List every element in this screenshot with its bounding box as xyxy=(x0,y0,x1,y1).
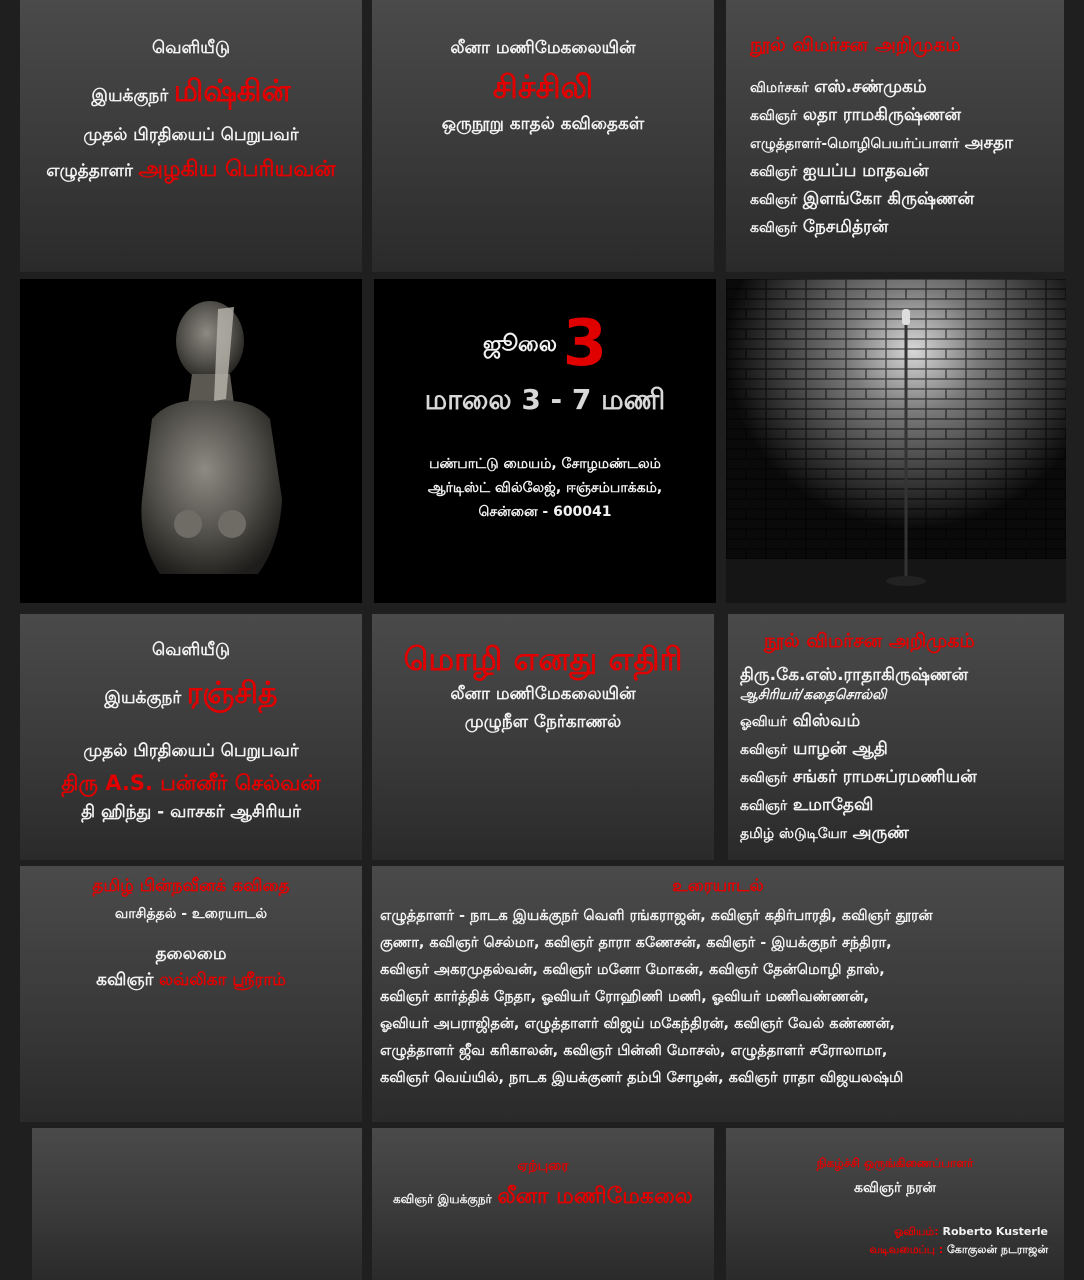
reviewer-prefix: விமர்சகர் xyxy=(750,80,809,96)
reviewer-name: விஸ்வம் xyxy=(792,711,861,731)
receiver-role: தி ஹிந்து - வாசகர் ஆசிரியர் xyxy=(81,802,301,822)
review-panel-2 xyxy=(728,614,1064,860)
reviewer-row xyxy=(740,739,1064,761)
release-label: வெளியீடு xyxy=(151,38,231,58)
reviewer-row xyxy=(750,105,1064,127)
chair-name: லவ்லிகா ஸ்ரீராம் xyxy=(159,970,286,990)
discussion-heading: உரையாடல் xyxy=(672,876,764,896)
review-heading-2: நூல் விமர்சன அறிமுகம் xyxy=(764,630,975,652)
reviewer-name: எஸ்.சண்முகம் xyxy=(814,77,927,97)
poetry-heading: தமிழ் பின்நவீனக் கவிதை xyxy=(92,876,290,896)
writer-line xyxy=(20,157,362,185)
book-title-2: மொழி எனது எதிரி xyxy=(403,640,683,678)
discussion-panel xyxy=(372,866,1064,1122)
acceptance-line xyxy=(372,1184,714,1212)
book-subtitle: ஒருநூறு காதல் கவிதைகள் xyxy=(441,114,645,134)
coordinator-panel xyxy=(726,1128,1064,1280)
discussion-line: கவிஞர் கார்த்திக் நேதா, ஓவியர் ரோஹிணி மணி, ஓவியர் மணிவண்ணன், xyxy=(380,989,870,1005)
release-panel-1 xyxy=(20,0,362,272)
credit-1 xyxy=(894,1225,1048,1240)
reviewer-name: ஐயப்ப மாதவன் xyxy=(802,161,929,181)
discussion-line: எழுத்தாளர் ஜீவ கரிகாலன், கவிஞர் பின்னி மோசஸ், எழுத்தாளர் சரோலாமா, xyxy=(380,1043,888,1059)
director-prefix: இயக்குநர் xyxy=(91,86,169,106)
first-copy-label: முதல் பிரதியைப் பெறுபவர் xyxy=(83,125,299,145)
poetry-reading-panel xyxy=(20,866,362,1122)
director-line xyxy=(20,74,362,113)
credit-2-label: வடிவமைப்பு : xyxy=(869,1243,944,1256)
reviewer-row xyxy=(740,795,1064,817)
credit-1-label: ஓவியம்: xyxy=(894,1225,939,1238)
venue-line-2: ஆர்டிஸ்ட் வில்லேஜ், ஈஞ்சம்பாக்கம், xyxy=(427,480,663,496)
discussion-line: எழுத்தாளர் - நாடக இயக்குநர் வெளி ரங்கராஜன், கவிஞர் கதிர்பாரதி, கவிஞர் தூரன் xyxy=(380,908,933,924)
venue-line-3: சென்னை - 600041 xyxy=(478,504,612,520)
reviewer-row xyxy=(740,823,1064,845)
credit-1-value: Roberto Kusterle xyxy=(942,1225,1048,1238)
writer-name: அழகிய பெரியவன் xyxy=(138,157,336,182)
reviewer-name: லதா ராமகிருஷ்ணன் xyxy=(802,105,961,125)
reviewer-row xyxy=(750,189,1064,211)
reviewer-first-role: ஆசிரியர்/கதைசொல்லி xyxy=(740,687,887,703)
reviewer-name: உமாதேவி xyxy=(792,795,874,815)
receiver-name: திரு A.S. பன்னீர் செல்வன் xyxy=(61,771,321,795)
venue-line-1: பண்பாட்டு மையம், சோழமண்டலம் xyxy=(429,456,661,472)
reviewer-prefix: கவிஞர் xyxy=(740,742,788,758)
book-subtitle-2: முழுநீள நேர்காணல் xyxy=(464,712,622,732)
book-byline-2: லீனா மணிமேகலையின் xyxy=(450,684,636,704)
coordinator-heading: நிகழ்ச்சி ஒருங்கிணைப்பாளர் xyxy=(816,1156,974,1170)
reviewer-name: அசதா xyxy=(964,133,1014,153)
reviewer-first-name: திரு.கே.எஸ்.ராதாகிருஷ்ணன் xyxy=(740,665,968,685)
release-panel-2 xyxy=(20,614,362,860)
reviewer-prefix: கவிஞர் xyxy=(750,192,798,208)
writer-prefix: எழுத்தாளர் xyxy=(46,161,133,181)
stone-figure-image xyxy=(20,279,362,603)
reviewer-name: நேசமித்ரன் xyxy=(802,217,889,237)
discussion-line: கவிஞர் வெய்யில், நாடக இயக்குனர் தம்பி சோழன், கவிஞர் ராதா விஜயலஷ்மி xyxy=(380,1070,904,1086)
acceptance-prefix: கவிஞர் இயக்குநர் xyxy=(392,1192,492,1206)
reviewer-row xyxy=(750,217,1064,239)
credit-2 xyxy=(869,1243,1048,1258)
coordinator-name: கவிஞர் நரன் xyxy=(854,1180,936,1196)
book-panel-chichili xyxy=(372,0,714,272)
reviewer-prefix: கவிஞர் xyxy=(750,108,798,124)
chair-line xyxy=(20,970,362,992)
event-time: மாலை 3 - 7 மணி xyxy=(424,383,666,416)
reviewer-row xyxy=(740,711,1064,733)
director-prefix-2: இயக்குநர் xyxy=(104,688,182,708)
reviewer-prefix: ஓவியர் xyxy=(740,714,787,730)
book-byline: லீனா மணிமேகலையின் xyxy=(450,38,636,58)
reviewer-name: இளங்கோ கிருஷ்ணன் xyxy=(802,189,975,209)
sculpture-image xyxy=(20,279,362,603)
acceptance-panel xyxy=(372,1128,714,1280)
reviewer-list xyxy=(750,77,1064,239)
reviewer-prefix: தமிழ் ஸ்டுடியோ xyxy=(740,826,847,842)
reviewer-prefix: கவிஞர் xyxy=(740,798,788,814)
acceptance-name: லீனா மணிமேகலை xyxy=(497,1184,694,1209)
brick-wall-microphone-image xyxy=(726,279,1066,603)
discussion-participants xyxy=(372,908,1064,1088)
event-details-panel xyxy=(374,279,716,603)
director-line-2 xyxy=(20,676,362,715)
event-date xyxy=(374,307,716,381)
first-copy-label-2: முதல் பிரதியைப் பெறுபவர் xyxy=(83,741,299,761)
reviewer-prefix: கவிஞர் xyxy=(750,220,798,236)
reviewer-row xyxy=(750,161,1064,183)
discussion-line: கவிஞர் அகரமுதல்வன், கவிஞர் மனோ மோகன், கவிஞர் தேன்மொழி தாஸ், xyxy=(380,962,885,978)
event-day: 3 xyxy=(562,307,608,381)
credit-2-value: கோகுலன் நடராஜன் xyxy=(946,1243,1048,1256)
reviewer-row xyxy=(740,767,1064,789)
reviewer-prefix: கவிஞர் xyxy=(740,770,788,786)
chair-label: தலைமை xyxy=(155,944,227,964)
poetry-sub: வாசித்தல் - உரையாடல் xyxy=(114,906,268,922)
reviewer-list-2 xyxy=(740,711,1064,845)
release-label-2: வெளியீடு xyxy=(151,640,231,660)
director-name: மிஷ்கின் xyxy=(173,74,291,109)
acceptance-heading: ஏற்புரை xyxy=(517,1158,569,1174)
empty-panel xyxy=(32,1128,362,1280)
book-panel-mozhi xyxy=(372,614,714,860)
discussion-line: குணா, கவிஞர் செல்மா, கவிஞர் தாரா கணேசன், கவிஞர் - இயக்குநர் சந்திரா, xyxy=(380,935,892,951)
reviewer-prefix: கவிஞர் xyxy=(750,164,798,180)
event-month: ஜூலை xyxy=(482,332,557,357)
reviewer-row xyxy=(750,133,1064,155)
discussion-line: ஓவியர் அபராஜிதன், எழுத்தாளர் விஜய் மகேந்திரன், கவிஞர் வேல் கண்ணன், xyxy=(380,1016,896,1032)
reviewer-prefix: எழுத்தாளர்-மொழிபெயர்ப்பாளர் xyxy=(750,136,960,152)
microphone-spotlight-image xyxy=(726,279,1066,603)
director-name-2: ரஞ்சித் xyxy=(186,676,278,711)
reviewer-name: அருண் xyxy=(852,823,909,843)
reviewer-name: சங்கர் ராமசுப்ரமணியன் xyxy=(792,767,977,787)
review-heading: நூல் விமர்சன அறிமுகம் xyxy=(750,34,961,56)
chair-prefix: கவிஞர் xyxy=(96,970,154,990)
reviewer-name: யாழன் ஆதி xyxy=(792,739,888,759)
book-title: சிச்சிலி xyxy=(492,68,594,106)
review-panel-1 xyxy=(726,0,1064,272)
reviewer-row xyxy=(750,77,1064,99)
